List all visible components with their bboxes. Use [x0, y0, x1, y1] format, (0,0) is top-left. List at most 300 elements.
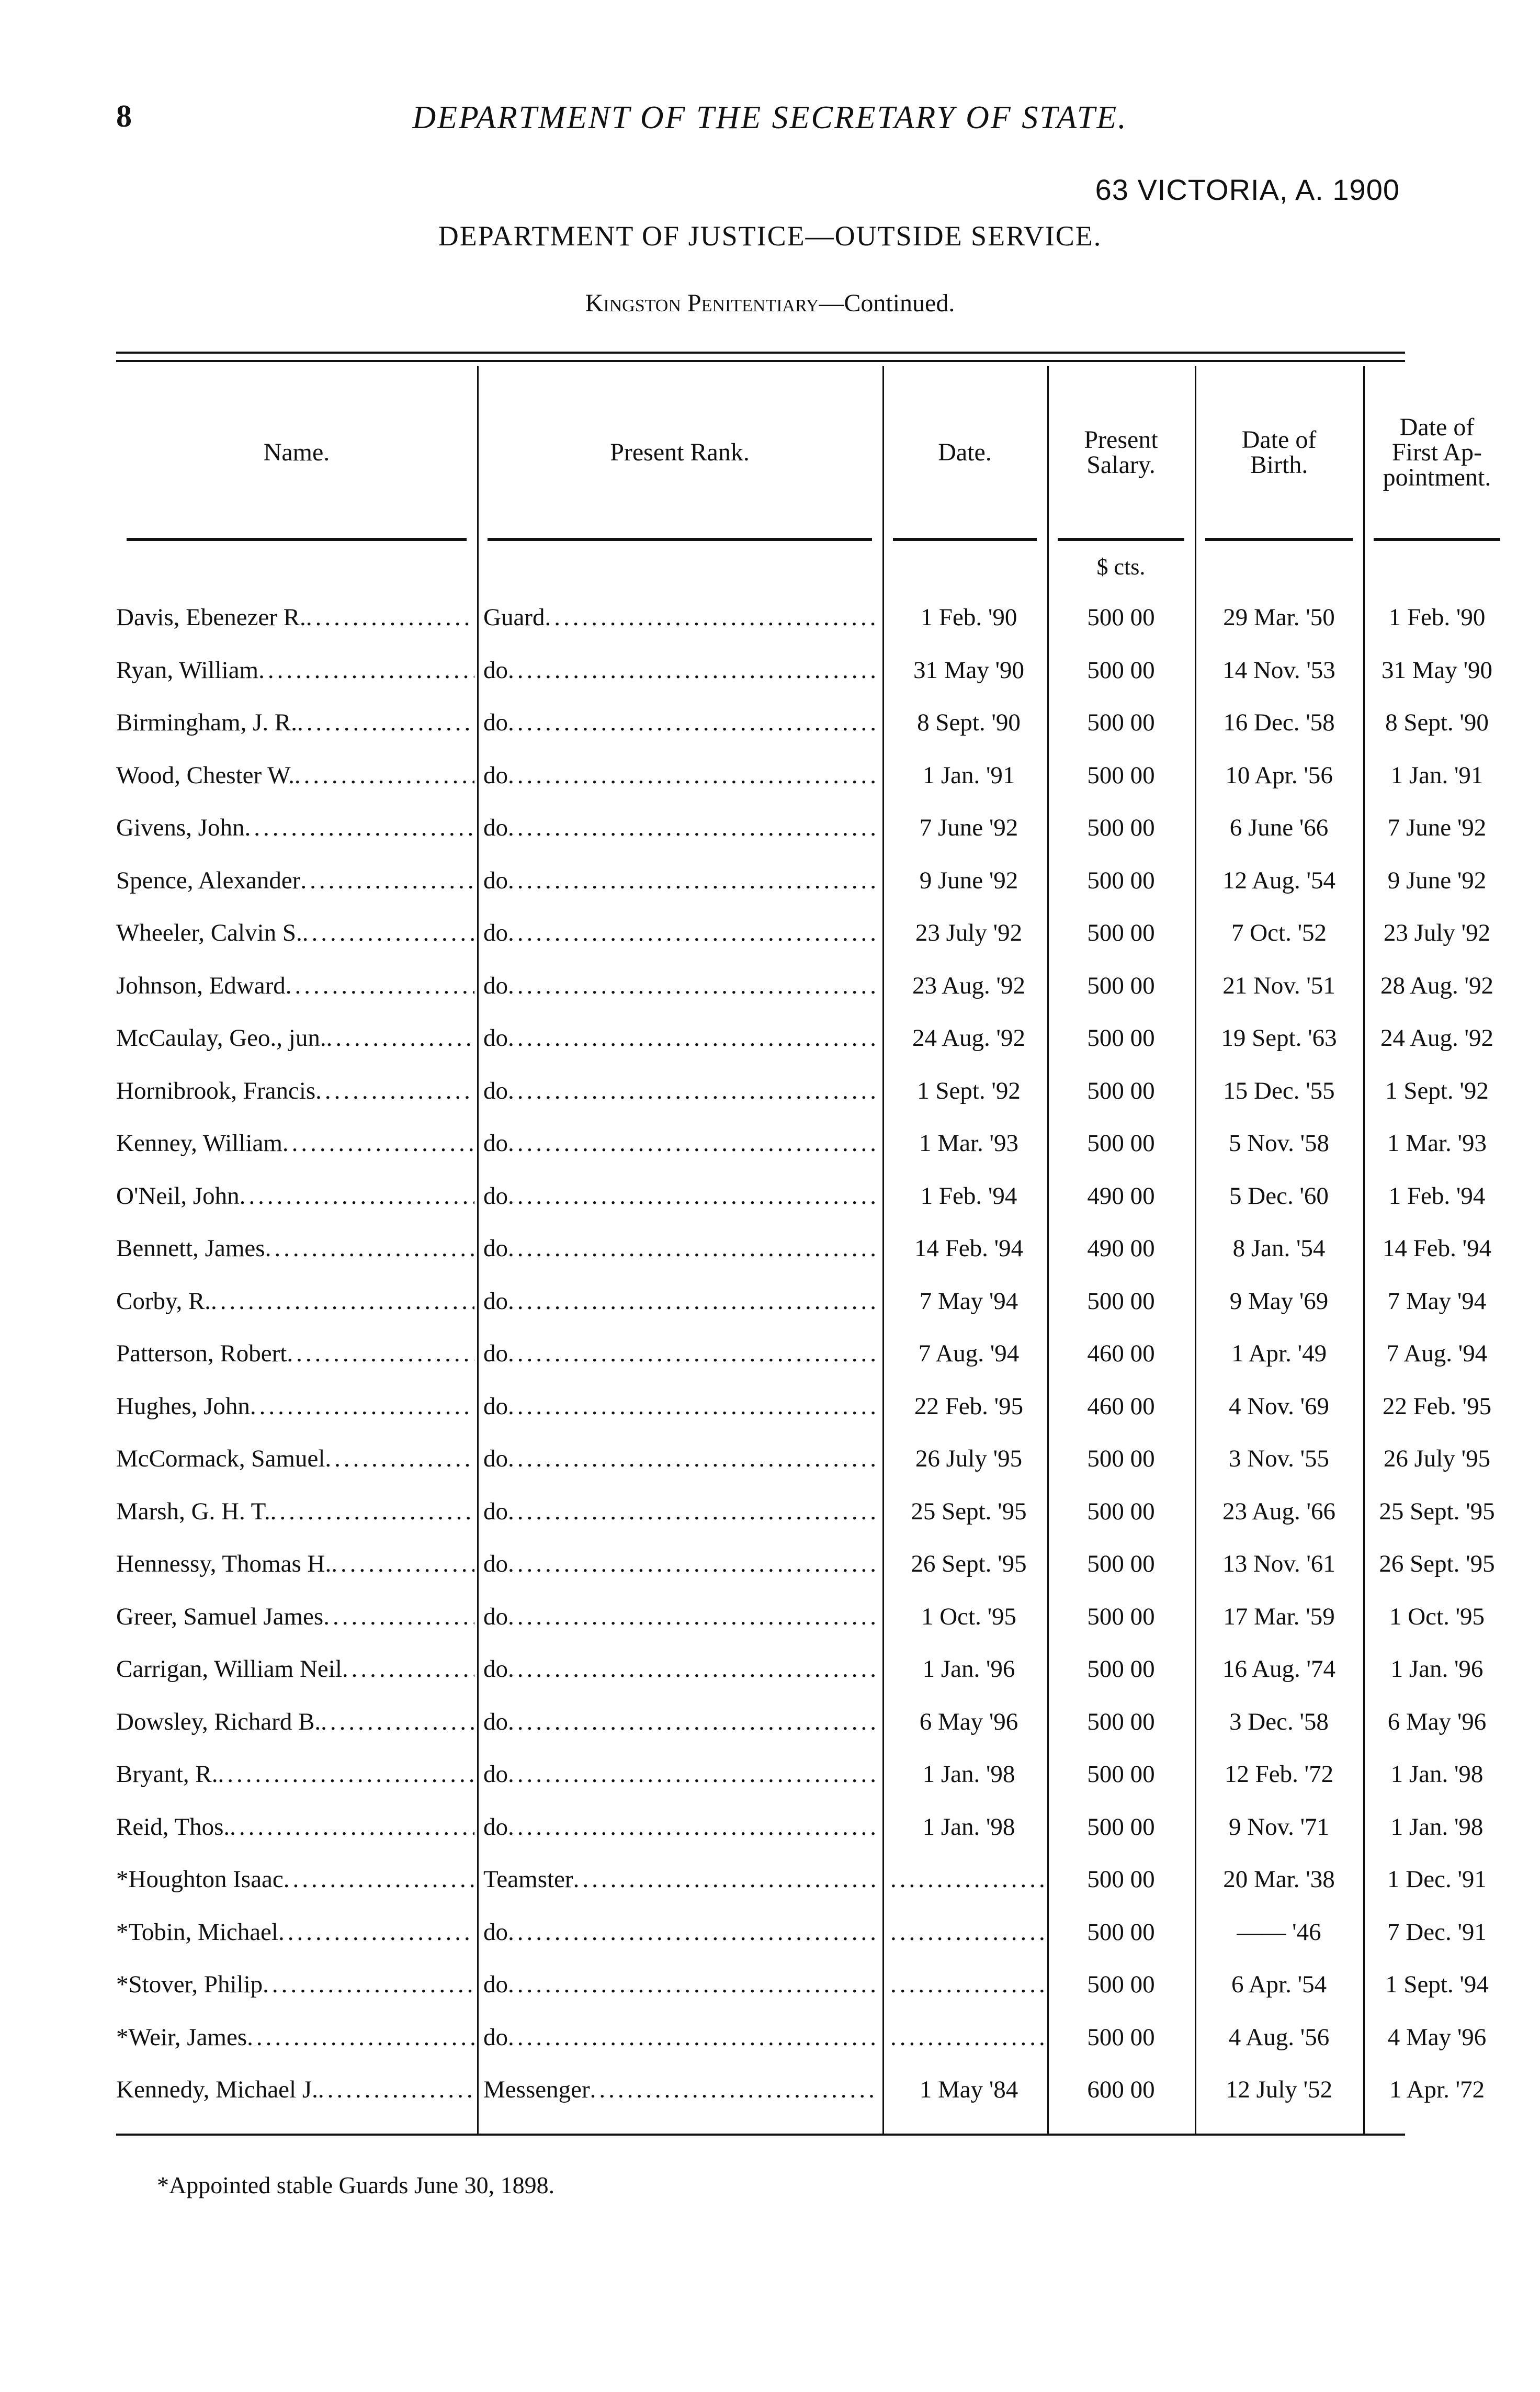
cell-birth: 19 Sept. '63 — [1221, 1024, 1337, 1052]
dot-leader — [508, 644, 876, 696]
cell-rank — [483, 1327, 876, 1380]
table-row — [116, 1538, 1495, 1590]
cell-name — [116, 1380, 474, 1432]
dot-leader — [286, 960, 474, 1012]
dot-leader — [297, 696, 474, 749]
cell-birth: 1 Apr. '49 — [1231, 1340, 1327, 1367]
dot-leader — [508, 696, 876, 749]
cell-name — [116, 1275, 474, 1327]
cell-name-text: Bryant, R. — [116, 1761, 218, 1788]
table-row — [116, 960, 1494, 1012]
header-underline — [127, 538, 467, 541]
cell-date: 7 June '92 — [919, 814, 1018, 841]
cell-first-appointment: 23 July '92 — [1383, 919, 1491, 946]
cell-salary: 500 00 — [1087, 1497, 1155, 1525]
cell-date: 1 Jan. '98 — [922, 1761, 1015, 1788]
cell-name-text: Birmingham, J. R. — [116, 709, 297, 736]
cell-name-text: Johnson, Edward — [116, 972, 286, 999]
cell-date-empty — [890, 1906, 1047, 1958]
cell-name-text: Spence, Alexander — [116, 866, 301, 894]
cell-date: 26 July '95 — [915, 1445, 1023, 1472]
cell-rank-text: do — [483, 709, 508, 736]
cell-date: 1 Feb. '90 — [920, 604, 1017, 631]
dot-leader — [240, 1170, 474, 1222]
cell-name-text: Wood, Chester W. — [116, 761, 295, 789]
cell-date: 1 Oct. '95 — [921, 1603, 1017, 1630]
cell-rank — [483, 907, 876, 959]
cell-birth: 16 Aug. '74 — [1222, 1655, 1336, 1683]
cell-date: 1 Jan. '91 — [922, 761, 1015, 789]
cell-name — [116, 1170, 474, 1222]
cell-rank — [483, 644, 876, 696]
cell-rank-text: do — [483, 1024, 508, 1052]
dot-leader — [265, 1222, 474, 1274]
table-row — [116, 591, 1486, 644]
cell-date: 6 May '96 — [919, 1708, 1018, 1735]
cell-first-appointment: 1 Feb. '90 — [1388, 604, 1486, 631]
cell-date: 22 Feb. '95 — [914, 1392, 1024, 1420]
cell-salary: 460 00 — [1087, 1340, 1155, 1367]
cell-rank — [483, 1275, 876, 1327]
cell-rank-text: do — [483, 1392, 508, 1420]
cell-name — [116, 802, 474, 854]
cell-name-text: Ryan, William — [116, 656, 259, 684]
dot-leader — [278, 1906, 474, 1958]
cell-rank-text: do — [483, 1603, 508, 1630]
table-row — [116, 1801, 1484, 1853]
cell-birth: 13 Nov. '61 — [1222, 1550, 1335, 1577]
dot-leader — [573, 1853, 876, 1905]
table-row — [116, 1380, 1492, 1432]
cell-salary: 500 00 — [1087, 972, 1155, 999]
cell-salary: 500 00 — [1087, 1813, 1155, 1841]
dot-leader — [331, 1538, 474, 1590]
cell-birth: 9 Nov. '71 — [1228, 1813, 1330, 1841]
cell-name — [116, 696, 474, 749]
cell-rank-text: do — [483, 814, 508, 841]
dot-leader — [244, 802, 474, 854]
dot-leader — [508, 1801, 876, 1853]
dot-leader — [890, 1853, 1047, 1905]
dot-leader — [508, 854, 876, 907]
table-bottom-rule — [116, 2134, 1405, 2136]
cell-salary: 500 00 — [1087, 814, 1155, 841]
cell-rank-text: do — [483, 919, 508, 946]
table-row — [116, 1222, 1492, 1274]
header-double-rule — [116, 352, 1405, 362]
cell-birth: 29 Mar. '50 — [1223, 604, 1335, 631]
cell-salary: 500 00 — [1087, 1761, 1155, 1788]
salary-units: $ cts. — [1096, 554, 1146, 580]
cell-first-appointment: 26 Sept. '95 — [1379, 1550, 1495, 1577]
cell-name-text: O'Neil, John — [116, 1182, 240, 1210]
dot-leader — [508, 1170, 876, 1222]
dot-leader — [318, 2063, 474, 2116]
cell-first-appointment: 1 Jan. '96 — [1390, 1655, 1484, 1683]
cell-rank-text: do — [483, 1182, 508, 1210]
cell-birth: 3 Dec. '58 — [1229, 1708, 1329, 1735]
dot-leader — [284, 1853, 474, 1905]
cell-date: 1 Jan. '98 — [922, 1813, 1015, 1841]
department-title: DEPARTMENT OF JUSTICE—OUTSIDE SERVICE. — [438, 220, 1102, 252]
dot-leader — [508, 907, 876, 959]
dot-leader — [342, 1643, 474, 1695]
cell-rank-text: do — [483, 1340, 508, 1367]
cell-rank — [483, 960, 876, 1012]
cell-salary: 500 00 — [1087, 1024, 1155, 1052]
cell-name-text: *Houghton Isaac — [116, 1866, 284, 1893]
cell-name — [116, 960, 474, 1012]
dot-leader — [508, 1380, 876, 1432]
cell-rank — [483, 1222, 876, 1274]
dot-leader — [326, 1012, 474, 1064]
cell-salary: 500 00 — [1087, 1866, 1155, 1893]
table-row — [116, 1906, 1487, 1958]
cell-rank — [483, 1538, 876, 1590]
cell-name-text: McCormack, Samuel — [116, 1445, 325, 1472]
cell-first-appointment: 1 Oct. '95 — [1389, 1603, 1485, 1630]
cell-rank-text: Teamster — [483, 1866, 573, 1893]
cell-rank — [483, 1065, 876, 1117]
cell-date: 9 June '92 — [919, 866, 1018, 894]
cell-name — [116, 1117, 474, 1169]
header-underline — [488, 538, 872, 541]
cell-name-text: *Stover, Philip — [116, 1971, 263, 1998]
cell-name — [116, 1853, 474, 1905]
cell-name — [116, 1432, 474, 1485]
cell-name-text: *Tobin, Michael — [116, 1918, 278, 1946]
cell-rank-text: do — [483, 1550, 508, 1577]
cell-date: 8 Sept. '90 — [917, 709, 1021, 736]
cell-date: 7 May '94 — [919, 1287, 1018, 1315]
cell-name — [116, 1485, 474, 1538]
cell-birth: 12 Feb. '72 — [1224, 1761, 1334, 1788]
cell-date: 1 Feb. '94 — [920, 1182, 1017, 1210]
dot-leader — [508, 1696, 876, 1748]
cell-first-appointment: 24 Aug. '92 — [1380, 1024, 1494, 1052]
cell-name — [116, 1748, 474, 1800]
cell-salary: 500 00 — [1087, 2023, 1155, 2051]
cell-name — [116, 1327, 474, 1380]
cell-rank-text: do — [483, 2023, 508, 2051]
running-head: DEPARTMENT OF THE SECRETARY OF STATE. — [412, 100, 1128, 136]
cell-name — [116, 1065, 474, 1117]
cell-salary: 500 00 — [1087, 656, 1155, 684]
column-header-name: Name. — [263, 438, 330, 466]
header-underline — [1374, 538, 1500, 541]
cell-first-appointment: 7 Aug. '94 — [1386, 1340, 1488, 1367]
table-row — [116, 696, 1489, 749]
cell-rank — [483, 1748, 876, 1800]
cell-name-text: Davis, Ebenezer R. — [116, 604, 306, 631]
cell-rank — [483, 1958, 876, 2011]
cell-birth: 5 Nov. '58 — [1228, 1130, 1330, 1157]
cell-date: 7 Aug. '94 — [918, 1340, 1020, 1367]
cell-rank — [483, 2011, 876, 2063]
cell-salary: 500 00 — [1087, 709, 1155, 736]
dot-leader — [890, 1958, 1047, 2011]
cell-name-text: Hennessy, Thomas H. — [116, 1550, 332, 1577]
column-header-birth: Date of Birth. — [1241, 426, 1317, 479]
cell-first-appointment: 22 Feb. '95 — [1382, 1392, 1492, 1420]
dot-leader — [545, 591, 876, 644]
dot-leader — [211, 1275, 474, 1327]
cell-salary: 500 00 — [1087, 604, 1155, 631]
cell-birth: 4 Nov. '69 — [1228, 1392, 1330, 1420]
cell-rank — [483, 1012, 876, 1064]
cell-rank-text: do — [483, 1287, 508, 1315]
cell-name-text: Wheeler, Calvin S. — [116, 919, 302, 946]
dot-leader — [258, 644, 474, 696]
cell-birth: 4 Aug. '56 — [1228, 2023, 1330, 2051]
cell-name-text: Hornibrook, Francis — [116, 1077, 316, 1104]
cell-birth: 15 Dec. '55 — [1223, 1077, 1335, 1104]
cell-name — [116, 591, 474, 644]
dot-leader — [315, 1065, 474, 1117]
cell-salary: 500 00 — [1087, 1077, 1155, 1104]
cell-salary: 490 00 — [1087, 1235, 1155, 1262]
dot-leader — [323, 1590, 474, 1643]
cell-first-appointment: 26 July '95 — [1383, 1445, 1491, 1472]
cell-first-appointment: 1 Mar. '93 — [1387, 1130, 1487, 1157]
cell-name — [116, 1696, 474, 1748]
cell-birth: 10 Apr. '56 — [1225, 761, 1333, 789]
header-underline — [893, 538, 1037, 541]
cell-name — [116, 1958, 474, 2011]
cell-name-text: Patterson, Robert — [116, 1340, 287, 1367]
cell-rank — [483, 1696, 876, 1748]
cell-name — [116, 1801, 474, 1853]
cell-date-empty — [890, 1958, 1047, 2011]
cell-rank — [483, 1801, 876, 1853]
table-row — [116, 907, 1491, 959]
cell-first-appointment: 1 Apr. '72 — [1389, 2076, 1485, 2103]
cell-name-text: *Weir, James — [116, 2023, 247, 2051]
cell-first-appointment: 1 Feb. '94 — [1388, 1182, 1486, 1210]
cell-name-text: McCaulay, Geo., jun. — [116, 1024, 326, 1052]
header-underline — [1058, 538, 1184, 541]
cell-rank-text: do — [483, 656, 508, 684]
cell-date: 31 May '90 — [913, 656, 1025, 684]
dot-leader — [300, 854, 474, 907]
cell-birth: 20 Mar. '38 — [1223, 1866, 1335, 1893]
cell-rank-text: do — [483, 866, 508, 894]
cell-date: 24 Aug. '92 — [912, 1024, 1026, 1052]
cell-name-text: Corby, R. — [116, 1287, 211, 1315]
cell-name — [116, 907, 474, 959]
cell-rank-text: Guard — [483, 604, 545, 631]
cell-rank-text: do — [483, 1708, 508, 1735]
cell-birth: 16 Dec. '58 — [1223, 709, 1335, 736]
cell-date: 23 July '92 — [915, 919, 1023, 946]
cell-first-appointment: 28 Aug. '92 — [1380, 972, 1494, 999]
cell-salary: 500 00 — [1087, 761, 1155, 789]
cell-rank — [483, 749, 876, 802]
cell-rank-text: do — [483, 1761, 508, 1788]
cell-salary: 500 00 — [1087, 866, 1155, 894]
cell-name-text: Bennett, James — [116, 1235, 265, 1262]
table-row — [116, 2063, 1485, 2116]
cell-rank-text: do — [483, 1497, 508, 1525]
cell-first-appointment: 1 Jan. '91 — [1390, 761, 1484, 789]
subtitle-place: Kingston Penitentiary — [585, 289, 819, 317]
cell-salary: 490 00 — [1087, 1182, 1155, 1210]
table-row — [116, 1696, 1487, 1748]
cell-salary: 600 00 — [1087, 2076, 1155, 2103]
table-row — [116, 1958, 1489, 2011]
dot-leader — [590, 2063, 876, 2116]
cell-first-appointment: 31 May '90 — [1381, 656, 1493, 684]
cell-rank — [483, 1853, 876, 1905]
cell-first-appointment: 1 Jan. '98 — [1390, 1813, 1484, 1841]
dot-leader — [508, 1958, 876, 2011]
dot-leader — [508, 2011, 876, 2063]
cell-date-empty — [890, 1853, 1047, 1905]
dot-leader — [270, 1485, 474, 1538]
dot-leader — [230, 1801, 474, 1853]
cell-salary: 460 00 — [1087, 1392, 1155, 1420]
cell-rank-text: do — [483, 1971, 508, 1998]
table-row — [116, 1748, 1484, 1800]
column-header-first-appointment: Date of First Ap- pointment. — [1383, 413, 1491, 491]
cell-rank-text: do — [483, 1077, 508, 1104]
dot-leader — [295, 749, 474, 802]
dot-leader — [321, 1696, 474, 1748]
dot-leader — [508, 1485, 876, 1538]
cell-first-appointment: 1 Jan. '98 — [1390, 1761, 1484, 1788]
table-row — [116, 1275, 1487, 1327]
table-row — [116, 1485, 1495, 1538]
cell-first-appointment: 7 Dec. '91 — [1387, 1918, 1487, 1946]
cell-first-appointment: 1 Sept. '92 — [1385, 1077, 1489, 1104]
dot-leader — [508, 1327, 876, 1380]
dot-leader — [508, 1643, 876, 1695]
cell-first-appointment: 9 June '92 — [1387, 866, 1487, 894]
dot-leader — [890, 2011, 1047, 2063]
cell-name — [116, 2063, 474, 2116]
cell-birth: 23 Aug. '66 — [1222, 1497, 1336, 1525]
cell-rank — [483, 696, 876, 749]
cell-salary: 500 00 — [1087, 1130, 1155, 1157]
cell-name — [116, 1906, 474, 1958]
cell-rank-text: do — [483, 1130, 508, 1157]
cell-name-text: Marsh, G. H. T. — [116, 1497, 270, 1525]
cell-salary: 500 00 — [1087, 1708, 1155, 1735]
cell-rank — [483, 1117, 876, 1169]
cell-first-appointment: 14 Feb. '94 — [1382, 1235, 1492, 1262]
cell-rank-text: Messenger — [483, 2076, 590, 2103]
dot-leader — [508, 1906, 876, 1958]
cell-rank — [483, 1643, 876, 1695]
cell-name — [116, 1590, 474, 1643]
cell-name — [116, 1643, 474, 1695]
cell-date: 25 Sept. '95 — [911, 1497, 1027, 1525]
table-row — [116, 1117, 1487, 1169]
staff-table — [116, 366, 1495, 2134]
cell-date: 1 Jan. '96 — [922, 1655, 1015, 1683]
table-row — [116, 1432, 1491, 1485]
table-row — [116, 1012, 1494, 1064]
cell-rank — [483, 591, 876, 644]
cell-rank-text: do — [483, 761, 508, 789]
dot-leader — [306, 591, 474, 644]
dot-leader — [325, 1432, 474, 1485]
cell-date: 1 May '84 — [919, 2076, 1018, 2103]
cell-date: 23 Aug. '92 — [912, 972, 1026, 999]
page-number: 8 — [116, 99, 132, 133]
dot-leader — [247, 2011, 474, 2063]
cell-birth: 12 Aug. '54 — [1222, 866, 1336, 894]
dot-leader — [302, 907, 474, 959]
dot-leader — [250, 1380, 474, 1432]
dot-leader — [508, 1275, 876, 1327]
cell-name-text: Dowsley, Richard B. — [116, 1708, 321, 1735]
cell-birth: —— '46 — [1237, 1918, 1321, 1946]
cell-rank — [483, 1170, 876, 1222]
cell-first-appointment: 25 Sept. '95 — [1379, 1497, 1495, 1525]
cell-birth: 21 Nov. '51 — [1222, 972, 1335, 999]
cell-name-text: Reid, Thos. — [116, 1813, 230, 1841]
cell-birth: 9 May '69 — [1229, 1287, 1329, 1315]
column-header-rank: Present Rank. — [610, 438, 750, 466]
column-header-salary: Present Salary. — [1084, 426, 1158, 479]
cell-date-empty — [890, 2011, 1047, 2063]
table-row — [116, 802, 1487, 854]
cell-rank — [483, 802, 876, 854]
cell-rank — [483, 1590, 876, 1643]
cell-salary: 500 00 — [1087, 1445, 1155, 1472]
table-row — [116, 1170, 1486, 1222]
cell-birth: 8 Jan. '54 — [1232, 1235, 1326, 1262]
cell-salary: 500 00 — [1087, 919, 1155, 946]
session-label: 63 VICTORIA, A. 1900 — [1095, 173, 1400, 206]
dot-leader — [508, 1590, 876, 1643]
cell-rank — [483, 1432, 876, 1485]
cell-birth: 3 Nov. '55 — [1228, 1445, 1330, 1472]
cell-name — [116, 749, 474, 802]
dot-leader — [890, 1906, 1047, 1958]
cell-salary: 500 00 — [1087, 1550, 1155, 1577]
cell-first-appointment: 8 Sept. '90 — [1385, 709, 1489, 736]
table-row — [116, 1643, 1484, 1695]
cell-first-appointment: 7 June '92 — [1387, 814, 1487, 841]
cell-birth: 14 Nov. '53 — [1222, 656, 1335, 684]
cell-date: 26 Sept. '95 — [911, 1550, 1027, 1577]
cell-salary: 500 00 — [1087, 1971, 1155, 1998]
table-row — [116, 644, 1493, 696]
cell-salary: 500 00 — [1087, 1603, 1155, 1630]
dot-leader — [508, 749, 876, 802]
dot-leader — [508, 1538, 876, 1590]
cell-rank — [483, 854, 876, 907]
dot-leader — [218, 1748, 474, 1800]
cell-date: 14 Feb. '94 — [914, 1235, 1024, 1262]
cell-rank-text: do — [483, 1655, 508, 1683]
cell-name-text: Givens, John — [116, 814, 245, 841]
cell-name — [116, 644, 474, 696]
cell-name — [116, 1012, 474, 1064]
cell-rank — [483, 1485, 876, 1538]
cell-name-text: Hughes, John — [116, 1392, 250, 1420]
cell-birth: 5 Dec. '60 — [1229, 1182, 1329, 1210]
cell-birth: 6 June '66 — [1229, 814, 1329, 841]
cell-name — [116, 2011, 474, 2063]
cell-rank-text: do — [483, 1918, 508, 1946]
footnote: *Appointed stable Guards June 30, 1898. — [157, 2172, 555, 2198]
cell-birth: 17 Mar. '59 — [1223, 1603, 1335, 1630]
cell-salary: 500 00 — [1087, 1287, 1155, 1315]
cell-salary: 500 00 — [1087, 1655, 1155, 1683]
